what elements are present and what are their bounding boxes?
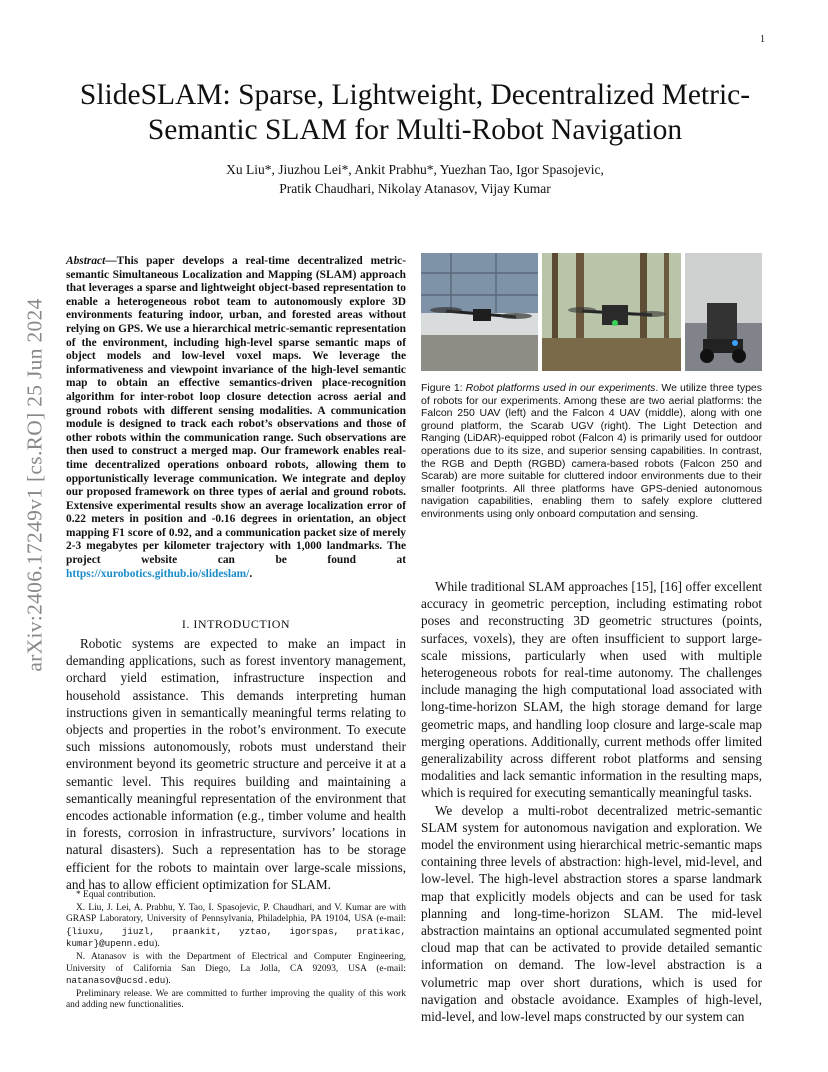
footnote-affiliation-upenn <box>66 903 406 951</box>
right-paragraph-1: While traditional SLAM approaches [15], [16] offer excellent accuracy in geometric perception, including estimating robot poses and reconstructing 3D geometric structures (points, surfaces, voxels), they are often insufficient to support large-scale missions, particularly when used with multiple heterogeneous robots for real-time autonomy. The challenges include managing the high computational load associated with long-time-horizon SLAM, the high storage demand for large geometric maps, and handling loop closure and large-scale map merging operations. Additionally, current methods offer limited generalizability across different robot platforms and sensing modalities and lack semantic information in the resulting maps, which is required for executing semantically meaningful tasks. <box>421 579 762 801</box>
falcon-4-photo <box>542 253 681 371</box>
falcon-4-illustration <box>542 253 681 371</box>
page-number: 1 <box>760 34 765 45</box>
falcon-250-illustration <box>421 253 538 371</box>
affil1-email: {liuxu, jiuzl, praankit, yztao, igorspas, pratikac, kumar}@upenn.edu <box>66 925 406 950</box>
footnote-affiliation-ucsd <box>66 952 406 988</box>
authors-line-2: Pratik Chaudhari, Nikolay Atanasov, Vijay Kumar <box>279 181 551 196</box>
affil2-end: ). <box>165 976 171 987</box>
authors-line-1: Xu Liu*, Jiuzhou Lei*, Ankit Prabhu*, Yuezhan Tao, Igor Spasojevic, <box>226 162 604 177</box>
falcon-250-photo <box>421 253 538 371</box>
right-column-body <box>421 578 762 1025</box>
right-paragraph-2: We develop a multi-robot decentralized metric-semantic SLAM system for autonomous navigation and exploration. We model the environment using hierarchical metric-semantic maps containing three levels of abstraction: high-level, mid-level, and low-level. The high-level abstraction stores a sparse landmark map that explicitly models objects and can be used for task planning and long-time-horizon SLAM. The mid-level abstraction maintains an optional accumulated segmented point cloud map that can be activated to provide detailed semantic information on demand. The low-level abstraction is a volumetric map over short durations, which is used for navigation and obstacle avoidance. Examples of high-level, mid-level, and low-level maps constructed by our system can <box>421 802 762 1025</box>
arxiv-stamp <box>20 290 50 680</box>
abstract-lead: Abstract <box>66 255 106 267</box>
paper-title: SlideSLAM: Sparse, Lightweight, Decentralized Metric-Semantic SLAM for Multi-Robot Navigation <box>79 79 751 146</box>
figure-1 <box>421 253 762 371</box>
scarab-ugv-illustration <box>685 253 762 371</box>
section-heading-introduction: I. INTRODUCTION <box>181 617 291 631</box>
scarab-ugv-photo <box>685 253 762 371</box>
footnotes <box>66 890 406 1013</box>
author-list <box>60 160 770 198</box>
affil1-text: X. Liu, J. Lei, A. Prabhu, Y. Tao, I. Spasojevic, P. Chaudhari, and V. Kumar are with GRASP Laboratory, University of Pennsylvania, Philadelphia, PA 19104, USA (e-mail: <box>66 902 406 925</box>
abstract <box>66 255 406 581</box>
affil1-end: ). <box>154 939 160 950</box>
figure-caption-text: . We utilize three types of robots for our experiments. Among these are two aerial platforms: the Falcon 250 UAV (left) and the Falcon 4 UAV (middle), along with one ground platform, the Scarab UGV (right). The Light Detection and Ranging (LiDAR)-equipped robot (Falcon 4) is primarily used for outdoor operations due to its size, and superior sensing capabilities. In contrast, the RGB and Depth (RGBD) camera-based robots (Falcon 250 and Scarab) are more suitable for cluttered indoor environments due to their smaller footprints. All three platforms have GPS-denied autonomous navigation capabilities, enabling them to safely explore cluttered environments using only onboard computation and sensing. <box>421 382 762 520</box>
arxiv-stamp-text: arXiv:2406.17249v1 [cs.RO] 25 Jun 2024 <box>22 298 47 672</box>
abstract-end: . <box>249 567 253 580</box>
abstract-text: —This paper develops a real-time decentralized metric-semantic Simultaneous Localization and Mapping (SLAM) approach that leverages a sparse and lightweight object-based representation to enable a heterogeneous robot team to autonomously explore 3D environments featuring indoor, urban, and forested areas without relying on GPS. We use a hierarchical metric-semantic representation of the environment, including high-level sparse semantic maps of object models and low-level voxel maps. We leverage the informativeness and viewpoint invariance of the high-level semantic map to obtain an effective semantics-driven place-recognition algorithm for inter-robot loop closure detection across aerial and ground robots with different sensing modalities. A communication module is designed to track each robot’s observations and those of other robots within the communication range. Such observations are then used to construct a merged map. Our framework enables real-time decentralized operations onboard robots, allowing them to opportunistically leverage communication. We integrate and deploy our proposed framework on three types of aerial and ground robots. Extensive experimental results show an average localization error of 0.22 meters in position and -0.16 degrees in orientation, an object mapping F1 score of 0.92, and a communication packet size of merely 2-3 megabytes per kilometer trajectory with 1,000 landmarks. The project website can be found at <box>66 255 406 567</box>
affil2-email: natanasov@ucsd.edu <box>66 975 166 987</box>
footnote-preliminary-release: Preliminary release. We are committed to further improving the quality of this work and adding new functionalities. <box>66 988 406 1011</box>
intro-paragraph: Robotic systems are expected to make an impact in demanding applications, such as forest inventory management, orchard yield estimation, infrastructure inspection and household assistance. This demands interpreting human instructions given in semantically meaningful terms relating to objects and properties in the robot’s environment. To execute such missions autonomously, robots must understand their environment beyond its geometric structure and perceive it at a semantic level. This requires building and maintaining a semantically meaningful representation of the environment that encodes actionable information (e.g., timber volume and health in forests, corrosion in infrastructure, survivors’ locations in natural disasters). Such a representation has to be storage efficient for the robots to maintain over large-scale missions, and has to allow efficient optimization for SLAM. <box>66 636 406 892</box>
affil2-text: N. Atanasov is with the Department of Electrical and Computer Engineering, University of California San Diego, La Jolla, CA 92093, USA (e-mail: <box>66 951 406 974</box>
figure-1-caption <box>421 382 762 521</box>
footnote-equal-contribution: * Equal contribution. <box>76 890 156 900</box>
figure-label: Figure 1: <box>421 382 466 394</box>
project-website-link[interactable]: https://xurobotics.github.io/slideslam/ <box>66 567 250 580</box>
figure-title: Robot platforms used in our experiments <box>465 382 656 394</box>
introduction-body <box>66 635 406 893</box>
